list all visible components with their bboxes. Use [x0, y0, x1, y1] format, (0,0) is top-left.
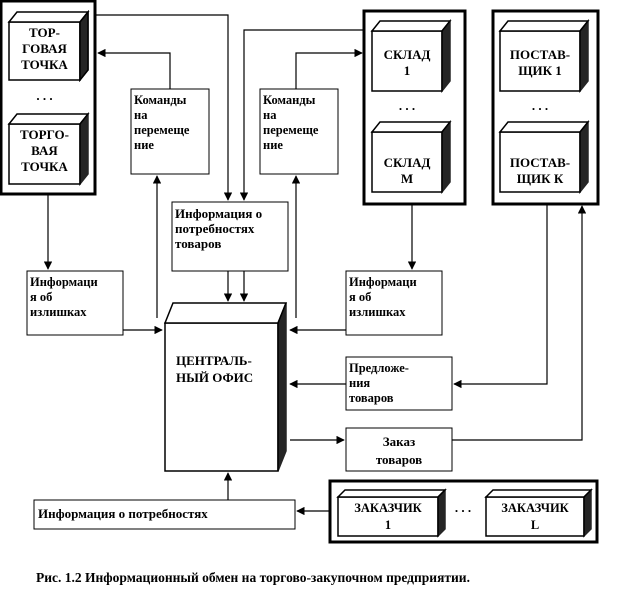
warehouse-top-label: СКЛАД 1	[383, 47, 431, 78]
proposals-label: Предложе- ния товаров	[349, 361, 409, 405]
cube-central-office	[165, 303, 286, 471]
surplus-right-label: Информаци я об излишках	[349, 275, 417, 319]
warehouse-bottom-label: СКЛАД М	[383, 155, 431, 186]
customer-last-label: ЗАКАЗЧИК L	[501, 501, 569, 532]
commands-right-label: Команды на перемеще ние	[263, 93, 319, 152]
supplier-ellipsis: . . .	[531, 98, 549, 113]
retail-point-bottom-label: ТОРГО- ВАЯ ТОЧКА	[20, 127, 69, 174]
supplier-bottom-label: ПОСТАВ- ЩИК К	[509, 155, 571, 186]
retail-point-top-label: ТОР- ГОВАЯ ТОЧКА	[21, 25, 68, 72]
warehouse-ellipsis: . . .	[398, 98, 416, 113]
figure-caption: Рис. 1.2 Информационный обмен на торгово-закупочном предприятии.	[36, 570, 470, 585]
supplier-top-label: ПОСТАВ- ЩИК 1	[509, 47, 571, 78]
retail-ellipsis: . . .	[36, 88, 53, 103]
customer-needs-label: Информация о потребностях	[38, 506, 208, 521]
central-office-label: ЦЕНТРАЛЬ- НЫЙ ОФИС	[176, 353, 254, 385]
needs-info-label: Информация о потребностях товаров	[175, 206, 263, 251]
commands-left-label: Команды на перемеще ние	[134, 93, 190, 152]
customer-first-label: ЗАКАЗЧИК 1	[354, 501, 422, 532]
surplus-left-label: Информаци я об излишках	[30, 275, 98, 319]
order-label: Заказ товаров	[375, 434, 423, 467]
customer-ellipsis: . . .	[454, 500, 472, 515]
